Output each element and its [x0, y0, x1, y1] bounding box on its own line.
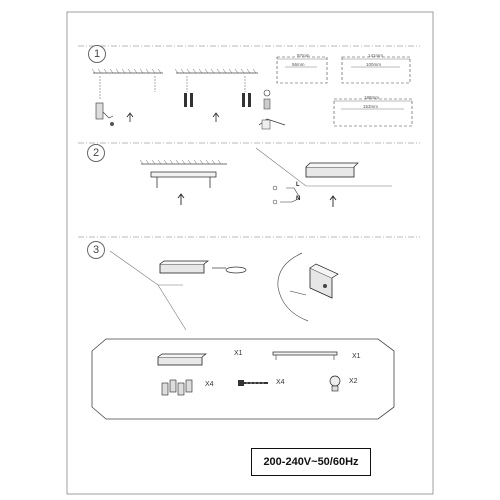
step1-size-diagrams — [277, 57, 412, 126]
qty-screw-caps: X2 — [349, 378, 358, 385]
step-number-3: 3 — [87, 241, 105, 259]
qty-screws: X4 — [276, 379, 285, 386]
qty-bracket: X1 — [352, 353, 361, 360]
step-number-1: 1 — [88, 45, 106, 63]
mounting-bracket — [151, 172, 216, 177]
step3-fixture-install — [110, 251, 246, 330]
light-fixture — [306, 167, 354, 177]
dim-medium-inner: 100mm — [366, 62, 382, 67]
page-frame — [67, 12, 433, 494]
dim-small-inner: 56mm — [292, 62, 305, 67]
dim-small-outer: 97mm — [297, 53, 310, 58]
step1-ceiling-drill — [92, 69, 163, 126]
dim-medium-outer: 141mm — [368, 53, 384, 58]
screwdriver-icon — [226, 267, 246, 273]
arrow-up-icon — [178, 194, 184, 205]
wire-neutral-label: N — [296, 196, 301, 202]
arrow-up-icon — [213, 113, 219, 122]
anchor-icon — [242, 93, 245, 107]
screw-icon — [264, 99, 270, 109]
qty-light-fixture: X1 — [234, 350, 243, 357]
step1-ceiling-anchors — [175, 69, 285, 129]
anchor-icon — [190, 93, 193, 107]
step2-wiring — [256, 148, 392, 207]
light-fixture — [160, 264, 204, 273]
arrow-up-icon — [330, 196, 336, 207]
anchor-icon — [184, 93, 187, 107]
step2-bracket-mount — [140, 160, 227, 205]
step-number-2: 2 — [87, 144, 105, 162]
wire-live-label: L — [296, 182, 300, 188]
step3-detail-view — [278, 253, 338, 321]
anchor-icon — [248, 93, 251, 107]
dim-large-inner: 153mm — [363, 104, 379, 109]
voltage-spec-label: 200-240V~50/60Hz — [251, 448, 371, 476]
part-light-fixture — [158, 354, 206, 365]
qty-anchors: X4 — [205, 381, 214, 388]
drill-icon — [96, 103, 103, 119]
arrow-up-icon — [127, 113, 133, 122]
dim-large-outer: 188mm — [364, 95, 380, 100]
